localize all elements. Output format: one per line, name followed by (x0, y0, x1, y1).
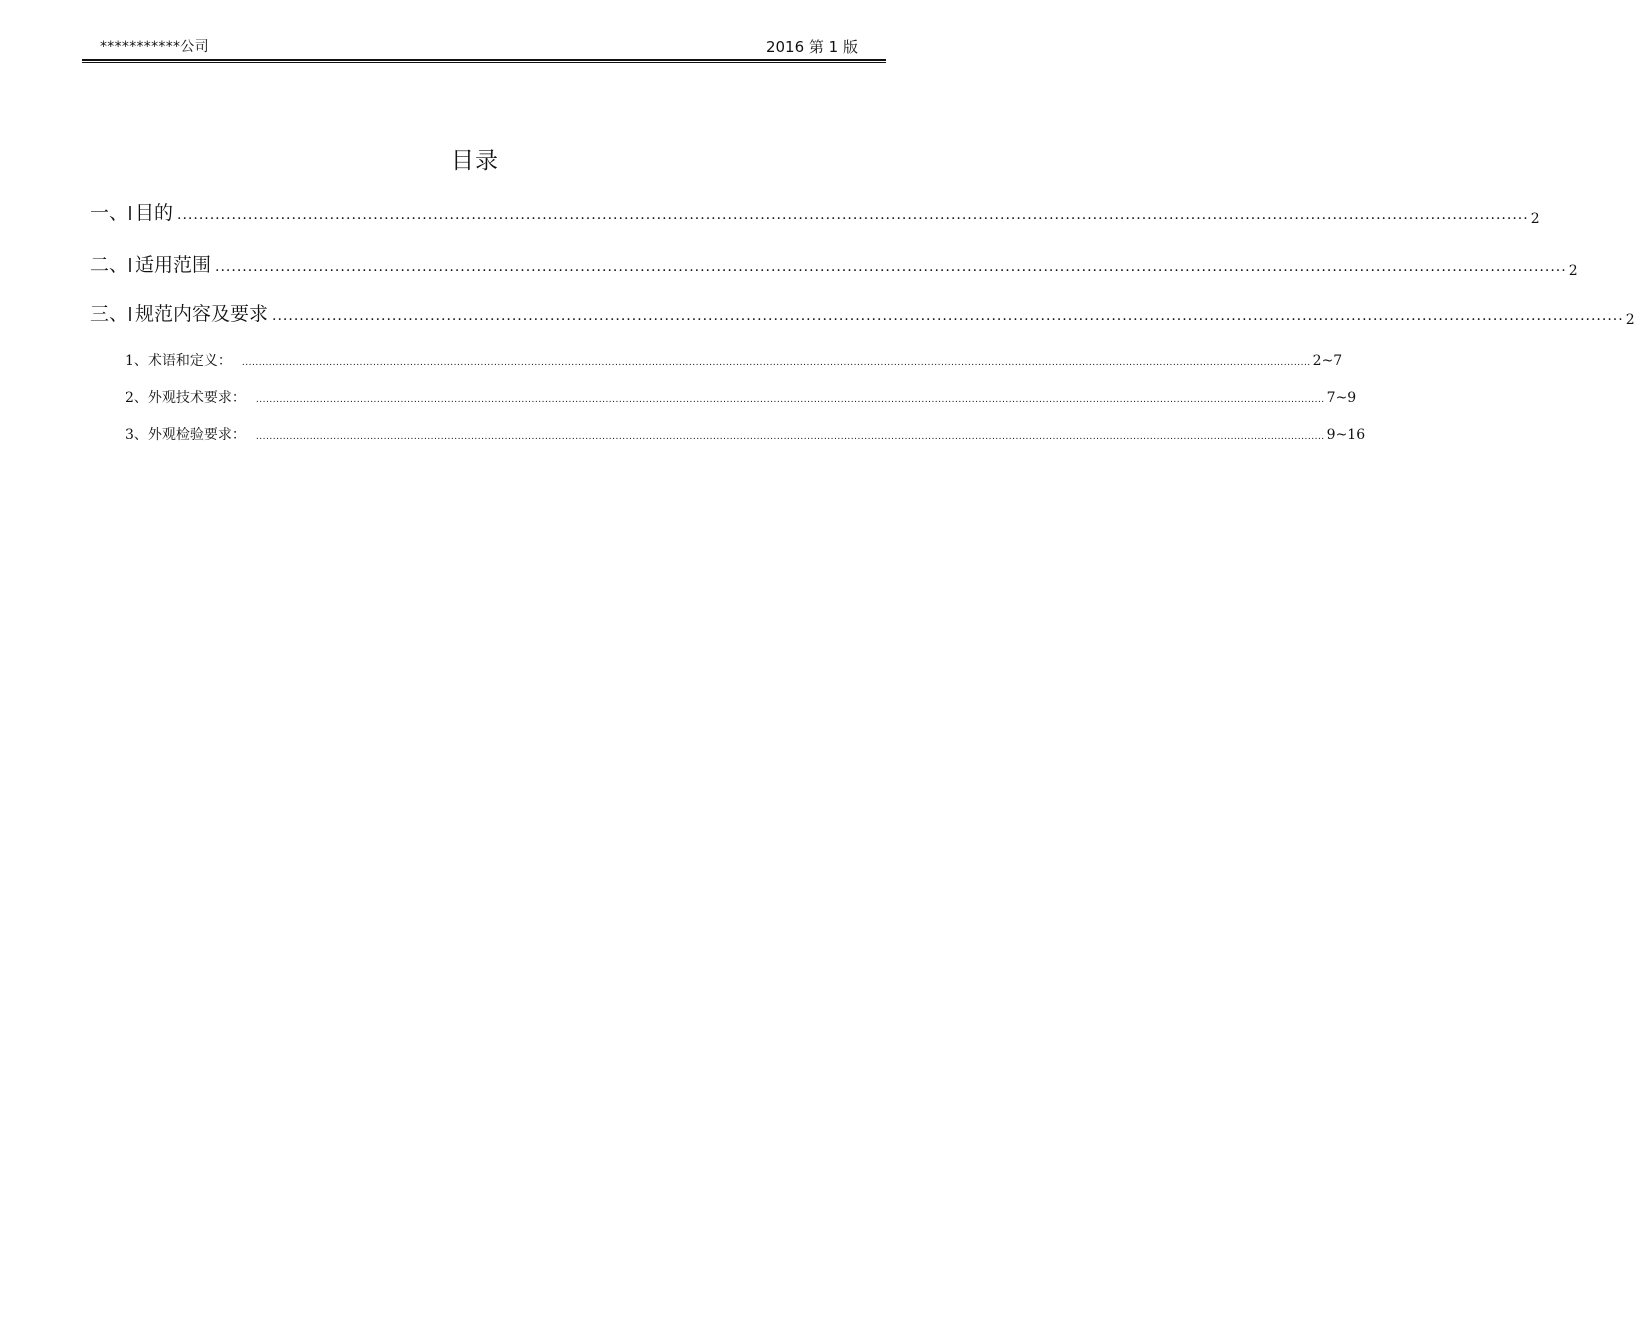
toc-entry-number: 一、 (90, 202, 129, 224)
toc-entry-page: 2 (1625, 312, 1635, 328)
toc-subentry-page: 9~16 (1326, 427, 1366, 443)
toc-title: 目录 (451, 148, 499, 174)
toc-leader-dots: ........................................................................................................................................................................................................................................................ (177, 207, 1529, 223)
header-rule-thin (82, 62, 886, 63)
toc-leader-dots: ........................................................................................................................................................................................................................................................ (272, 308, 1624, 324)
toc-subentry-number: 3、 (125, 427, 148, 443)
toc-entry-purpose[interactable] (90, 198, 1540, 227)
missing-glyph-icon (129, 258, 131, 272)
toc-subentry-page: 2~7 (1312, 353, 1343, 369)
toc-leader-dots: ........................................................................................................................................................................................................................................................ (215, 259, 1567, 275)
missing-glyph-icon (129, 307, 131, 321)
toc-subentry-number: 1、 (125, 353, 148, 369)
toc-subentry-tech[interactable] (125, 387, 1357, 407)
toc-entry-label: 规范内容及要求 (135, 303, 269, 325)
toc-entry-label: 适用范围 (135, 254, 212, 276)
toc-entry-scope[interactable] (90, 250, 1578, 279)
toc-subentry-label: 外观检验要求： (147, 427, 246, 443)
header-edition: 2016 第 1 版 (765, 38, 858, 56)
toc-entry-number: 三、 (90, 303, 129, 325)
toc-subentry-label: 术语和定义： (147, 353, 232, 369)
header-rule (82, 59, 886, 61)
header-company: ***********公司 (100, 39, 209, 55)
toc-subentry-inspection[interactable] (125, 424, 1366, 444)
toc-entry-content[interactable] (90, 299, 1635, 328)
toc-entry-page: 2 (1530, 211, 1540, 227)
missing-glyph-icon (129, 206, 131, 220)
toc-leader-dots: .............................................................................................................................................................................................................................................................................................................................. (241, 358, 1311, 368)
toc-entry-number: 二、 (90, 254, 129, 276)
toc-leader-dots: .............................................................................................................................................................................................................................................................................................................................. (255, 395, 1325, 405)
page-header (82, 36, 886, 60)
toc-entry-label: 目的 (135, 202, 174, 224)
toc-subentry-terms[interactable] (125, 350, 1343, 370)
toc-subentry-page: 7~9 (1326, 390, 1357, 406)
toc-subentry-number: 2、 (125, 390, 148, 406)
toc-leader-dots: .............................................................................................................................................................................................................................................................................................................................. (255, 432, 1325, 442)
toc-entry-page: 2 (1568, 263, 1578, 279)
toc-subentry-label: 外观技术要求： (147, 390, 246, 406)
